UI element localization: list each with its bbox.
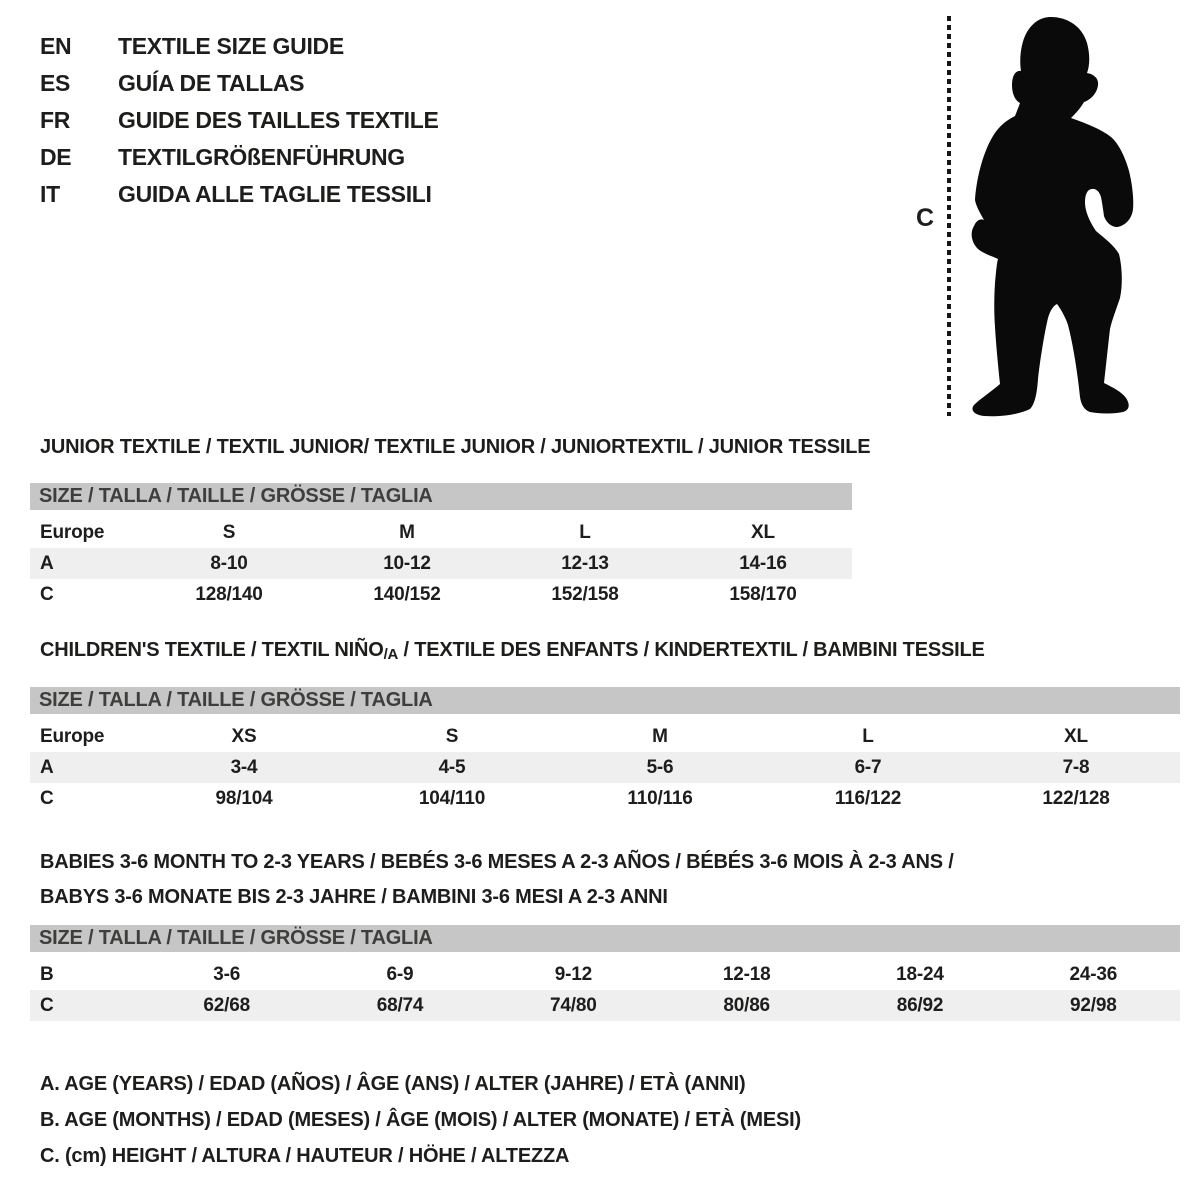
size-column-header: M bbox=[399, 521, 415, 543]
junior-size-table bbox=[30, 483, 852, 610]
height-value: 122/128 bbox=[1042, 787, 1110, 809]
children-age-row bbox=[30, 752, 1180, 783]
size-column-header: XS bbox=[231, 725, 257, 747]
junior-section-title: JUNIOR TEXTILE / TEXTIL JUNIOR/ TEXTILE JUNIOR / JUNIORTEXTIL / JUNIOR TESSILE bbox=[40, 436, 871, 458]
junior-header-row bbox=[30, 517, 852, 548]
months-value: 12-18 bbox=[722, 963, 771, 985]
height-value: 104/110 bbox=[418, 787, 486, 809]
babies-title-line1: BABIES 3-6 MONTH TO 2-3 YEARS / BEBÉS 3-6 MESES A 2-3 AÑOS / BÉBÉS 3-6 MOIS À 2-3 ANS / bbox=[40, 851, 954, 873]
size-column-header: S bbox=[445, 725, 459, 747]
size-column-header: L bbox=[862, 725, 874, 747]
language-code: FR bbox=[40, 107, 71, 133]
age-value: 3-4 bbox=[230, 756, 258, 778]
age-value: 14-16 bbox=[739, 552, 787, 574]
language-row-fr bbox=[40, 102, 439, 139]
row-label: C bbox=[40, 994, 54, 1016]
height-value: 92/98 bbox=[1070, 994, 1117, 1016]
measure-legend bbox=[40, 1066, 801, 1174]
age-value: 7-8 bbox=[1062, 756, 1090, 778]
row-label: C bbox=[40, 583, 54, 605]
children-section-title bbox=[40, 639, 985, 662]
junior-age-row bbox=[30, 548, 852, 579]
children-size-header-bar: SIZE / TALLA / TAILLE / GRÖSSE / TAGLIA bbox=[30, 687, 1180, 714]
language-code: ES bbox=[40, 70, 71, 96]
age-value: 12-13 bbox=[561, 552, 609, 574]
region-label: Europe bbox=[40, 521, 105, 543]
language-code: DE bbox=[40, 144, 72, 170]
language-row-de bbox=[40, 139, 439, 176]
age-value: 10-12 bbox=[383, 552, 431, 574]
children-size-table bbox=[30, 687, 1180, 814]
height-value: 62/68 bbox=[203, 994, 250, 1016]
row-label: B bbox=[40, 963, 54, 985]
language-title-list bbox=[40, 28, 439, 213]
height-value: 98/104 bbox=[215, 787, 273, 809]
height-measure-dashed-line bbox=[947, 16, 951, 416]
babies-size-header-bar: SIZE / TALLA / TAILLE / GRÖSSE / TAGLIA bbox=[30, 925, 1180, 952]
babies-section-title bbox=[40, 845, 954, 915]
legend-line-b: B. AGE (MONTHS) / EDAD (MESES) / ÂGE (MOIS) / ALTER (MONATE) / ETÀ (MESI) bbox=[40, 1109, 801, 1131]
months-value: 18-24 bbox=[896, 963, 944, 985]
baby-silhouette-icon bbox=[963, 14, 1146, 420]
language-code: EN bbox=[40, 33, 72, 59]
size-column-header: M bbox=[652, 725, 668, 747]
babies-height-row bbox=[30, 990, 1180, 1021]
height-value: 74/80 bbox=[550, 994, 597, 1016]
height-value: 128/140 bbox=[195, 583, 263, 605]
babies-months-row bbox=[30, 959, 1180, 990]
language-row-en bbox=[40, 28, 439, 65]
age-value: 6-7 bbox=[854, 756, 882, 778]
height-value: 80/86 bbox=[723, 994, 770, 1016]
height-value: 68/74 bbox=[376, 994, 424, 1016]
height-value: 110/116 bbox=[627, 787, 693, 809]
junior-height-row bbox=[30, 579, 852, 610]
size-column-header: XL bbox=[1064, 725, 1088, 747]
age-value: 4-5 bbox=[438, 756, 466, 778]
children-height-row bbox=[30, 783, 1180, 814]
language-code: IT bbox=[40, 181, 60, 207]
height-value: 140/152 bbox=[373, 583, 441, 605]
months-value: 24-36 bbox=[1069, 963, 1118, 985]
region-label: Europe bbox=[40, 725, 105, 747]
height-value: 116/122 bbox=[834, 787, 902, 809]
guide-title-fr: GUIDE DES TAILLES TEXTILE bbox=[118, 107, 439, 133]
size-column-header: XL bbox=[751, 521, 775, 543]
children-title-part1: CHILDREN'S TEXTILE / TEXTIL NIÑO bbox=[40, 639, 384, 661]
months-value: 9-12 bbox=[554, 963, 592, 985]
height-value: 86/92 bbox=[896, 994, 944, 1016]
row-label: C bbox=[40, 787, 54, 809]
months-value: 3-6 bbox=[213, 963, 241, 985]
children-title-sub: /A bbox=[383, 646, 399, 663]
babies-title-line2: BABYS 3-6 MONATE BIS 2-3 JAHRE / BAMBINI 3-6 MESI A 2-3 ANNI bbox=[40, 886, 668, 908]
children-title-part2: / TEXTILE DES ENFANTS / KINDERTEXTIL / BAMBINI TESSILE bbox=[398, 639, 985, 661]
legend-line-c: C. (cm) HEIGHT / ALTURA / HAUTEUR / HÖHE / ALTEZZA bbox=[40, 1145, 570, 1167]
legend-line-a: A. AGE (YEARS) / EDAD (AÑOS) / ÂGE (ANS) / ALTER (JAHRE) / ETÀ (ANNI) bbox=[40, 1073, 746, 1095]
height-value: 152/158 bbox=[551, 583, 619, 605]
guide-title-es: GUÍA DE TALLAS bbox=[118, 70, 305, 96]
guide-title-en: TEXTILE SIZE GUIDE bbox=[118, 33, 344, 59]
months-value: 6-9 bbox=[386, 963, 414, 985]
guide-title-de: TEXTILGRÖßENFÜHRUNG bbox=[118, 144, 405, 170]
size-column-header: L bbox=[579, 521, 591, 543]
row-label: A bbox=[40, 552, 54, 574]
height-measure-label: C bbox=[916, 204, 935, 232]
language-row-es bbox=[40, 65, 439, 102]
height-value: 158/170 bbox=[729, 583, 797, 605]
babies-size-table bbox=[30, 925, 1180, 1021]
age-value: 5-6 bbox=[646, 756, 674, 778]
guide-title-it: GUIDA ALLE TAGLIE TESSILI bbox=[118, 181, 432, 207]
children-header-row bbox=[30, 721, 1180, 752]
junior-size-header-bar: SIZE / TALLA / TAILLE / GRÖSSE / TAGLIA bbox=[30, 483, 852, 510]
age-value: 8-10 bbox=[210, 552, 248, 574]
language-row-it bbox=[40, 176, 439, 213]
size-column-header: S bbox=[222, 521, 236, 543]
row-label: A bbox=[40, 756, 54, 778]
